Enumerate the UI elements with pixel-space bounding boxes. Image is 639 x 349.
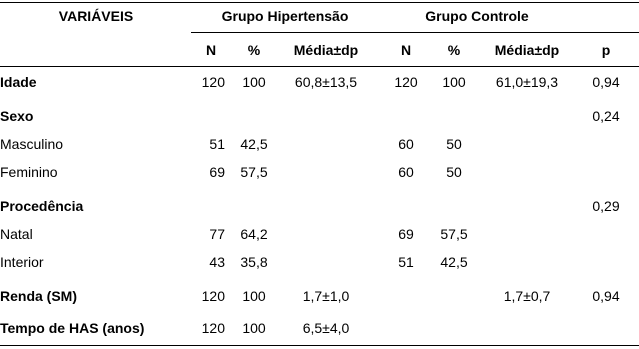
- header-ctrl-n: N: [400, 42, 412, 58]
- cell-hyp-n: 120: [201, 74, 225, 90]
- cell-p-value: 0,24: [592, 108, 620, 124]
- header-variables: VARIÁVEIS: [58, 8, 134, 24]
- row-label: Tempo de HAS (anos): [0, 320, 145, 336]
- cell-hyp-percent: 42,5: [240, 136, 268, 152]
- row-label: Idade: [0, 74, 37, 90]
- row-label: Sexo: [0, 108, 34, 124]
- header-hyp-mean-sd: Média±dp: [293, 42, 359, 58]
- cell-p-value: 0,29: [592, 198, 620, 214]
- cell-hyp-percent: 35,8: [240, 254, 268, 270]
- cell-ctrl-percent: 50: [446, 136, 462, 152]
- cell-ctrl-mean-sd: 1,7±0,7: [503, 288, 551, 304]
- cell-ctrl-percent: 42,5: [440, 254, 468, 270]
- cell-hyp-percent: 64,2: [240, 226, 268, 242]
- cell-hyp-n: 69: [209, 164, 225, 180]
- cell-ctrl-percent: 50: [446, 164, 462, 180]
- cell-hyp-n: 77: [209, 226, 225, 242]
- row-label: Feminino: [0, 164, 58, 180]
- cell-p-value: 0,94: [592, 74, 620, 90]
- cell-ctrl-n: 51: [398, 254, 414, 270]
- header-ctrl-percent: %: [447, 42, 461, 58]
- table-top-rule: [0, 2, 639, 3]
- cell-hyp-percent: 100: [242, 288, 266, 304]
- cell-ctrl-mean-sd: 61,0±19,3: [495, 74, 559, 90]
- header-group-control: Grupo Controle: [425, 8, 529, 24]
- row-label: Procedência: [0, 198, 84, 214]
- cell-ctrl-n: 60: [398, 164, 414, 180]
- row-label: Interior: [0, 254, 44, 270]
- cell-hyp-n: 51: [209, 136, 225, 152]
- row-label: Renda (SM): [0, 288, 77, 304]
- cell-hyp-percent: 100: [242, 74, 266, 90]
- cell-hyp-percent: 57,5: [240, 164, 268, 180]
- header-hyp-n: N: [205, 42, 217, 58]
- cell-hyp-n: 43: [209, 254, 225, 270]
- cell-hyp-mean-sd: 6,5±4,0: [302, 320, 350, 336]
- header-hyp-percent: %: [247, 42, 261, 58]
- cell-ctrl-percent: 57,5: [440, 226, 468, 242]
- cell-ctrl-n: 60: [398, 136, 414, 152]
- header-ctrl-mean-sd: Média±dp: [494, 42, 560, 58]
- cell-hyp-mean-sd: 60,8±13,5: [294, 74, 358, 90]
- cell-ctrl-n: 69: [398, 226, 414, 242]
- row-label: Masculino: [0, 136, 64, 152]
- cell-hyp-mean-sd: 1,7±1,0: [302, 288, 350, 304]
- cell-hyp-percent: 100: [242, 320, 266, 336]
- table-bottom-rule: [0, 345, 639, 346]
- row-label: Natal: [0, 226, 33, 242]
- group-rule: [191, 32, 639, 33]
- cell-ctrl-n: 120: [394, 74, 418, 90]
- cell-hyp-n: 120: [201, 320, 225, 336]
- cell-ctrl-percent: 100: [442, 74, 466, 90]
- header-group-hypertension: Grupo Hipertensão: [221, 8, 349, 24]
- header-p: p: [601, 42, 611, 58]
- cell-p-value: 0,94: [592, 288, 620, 304]
- cell-hyp-n: 120: [201, 288, 225, 304]
- header-bottom-rule: [0, 66, 639, 67]
